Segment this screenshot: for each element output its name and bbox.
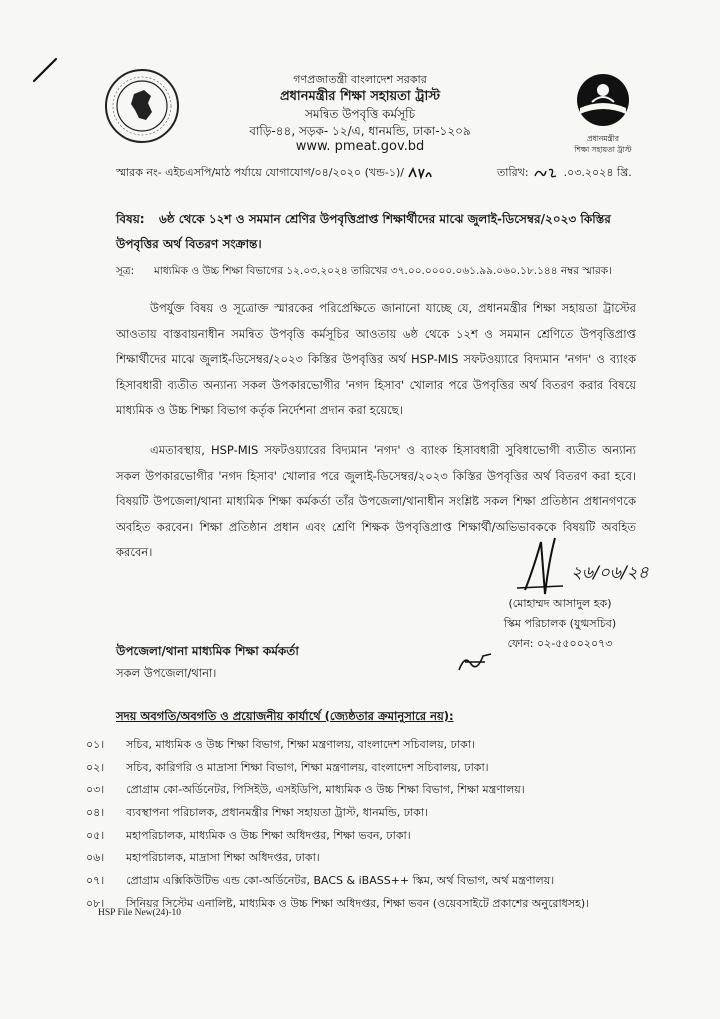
cc-item bbox=[86, 802, 646, 825]
handwritten-signature-date: ২৬/০৬/২৪ bbox=[571, 563, 649, 583]
reference-text: মাধ্যমিক ও উচ্চ শিক্ষা বিভাগের ১২.০৩.২০২৪ তারিখের ৩৭.০০.০০০০.০৬১.৯৯.০৬০.১৮.১৪৪ নম্বর স্মারক। bbox=[154, 265, 612, 277]
memo-number-text: স্মারক নং- এইচএসপি/মাঠ পর্যায়ে যোগাযোগ/০৪/২০২০ (খন্ড-১)/ bbox=[116, 166, 404, 179]
handwritten-initial-icon bbox=[455, 650, 495, 674]
cc-item-number: ০২। bbox=[86, 760, 105, 774]
subject-label: বিষয়: bbox=[116, 212, 145, 226]
trust-name: প্রধানমন্ত্রীর শিক্ষা সহায়তা ট্রাস্ট bbox=[279, 89, 441, 104]
memo-number bbox=[116, 164, 433, 183]
cc-item-text: মহাপরিচালক, মাদ্রাসা শিক্ষা অধিদপ্তর, ঢাকা। bbox=[126, 851, 320, 865]
cc-item-text: প্রোগ্রাম এক্সিকিউটিভ এন্ড কো-অর্ডিনেটর, BACS & iBASS++ স্কিম, অর্থ বিভাগ, অর্থ মন্ত্রণালয়। bbox=[126, 873, 555, 887]
cc-item bbox=[86, 847, 646, 870]
reference-label: সূত্র: bbox=[116, 265, 135, 277]
logo-caption-line1: প্রধানমন্ত্রীর bbox=[586, 134, 620, 143]
recipient-title: উপজেলা/থানা মাধ্যমিক শিক্ষা কর্মকর্তা bbox=[116, 644, 299, 658]
handwritten-signature-icon bbox=[515, 530, 705, 600]
cc-item-text: মহাপরিচালক, মাধ্যমিক ও উচ্চ শিক্ষা অধিদপ্তর, শিক্ষা ভবন, ঢাকা। bbox=[126, 828, 411, 842]
file-reference-footer: HSP File New(24)-10 bbox=[98, 908, 182, 918]
signatory-phone: ফোন: ০২-৫৫০০২০৭৩ bbox=[507, 637, 613, 650]
cc-item bbox=[86, 757, 646, 780]
handwritten-date-day bbox=[532, 167, 560, 179]
memo-date bbox=[497, 164, 632, 183]
body-paragraph-2: এমতাবস্থায়, HSP-MIS সফটওয়্যারের বিদ্যমান 'নগদ' ও ব্যাংক হিসাবধারী সুবিধাভোগী ব্যতীত অন্যান্য সকল উপকারভোগীর 'নগদ হিসাব' খোলার পরে জুলাই-ডিসেম্বর/২০২৩ কিস্তির উপবৃত্তির অর্থ বিতরণ করা হবে। বিষয়টি উপজেলা/থানা মাধ্যমিক শিক্ষা কর্মকর্তা তাঁর উপজেলা/থানাধীন সংশ্লিষ্ট সকল শিক্ষা প্রতিষ্ঠান প্রধানগণকে অবহিত করবেন। শিক্ষা প্রতিষ্ঠান প্রধান এবং শ্রেণি শিক্ষক উপবৃত্তিপ্রাপ্ত শিক্ষার্থী/অভিভাবককে বিষয়টি অবহিত করবেন। bbox=[116, 443, 636, 559]
cc-item bbox=[86, 734, 646, 757]
cc-item-number: ০৬। bbox=[86, 851, 105, 865]
cc-item-number: ০৮। bbox=[86, 896, 105, 910]
cc-item-number: ০৩। bbox=[86, 783, 105, 797]
cc-item-number: ০৪। bbox=[86, 805, 105, 819]
cc-item bbox=[86, 870, 646, 893]
cc-heading: সদয় অবগতি/অবগতি ও প্রয়োজনীয় কার্যার্থে (জ্যেষ্ঠতার ক্রমানুসারে নয়): bbox=[116, 709, 454, 723]
office-address: বাড়ি-৪৪, সড়ক- ১২/এ, ধানমন্ডি, ঢাকা-১২০৯ bbox=[249, 124, 471, 138]
cc-item bbox=[86, 825, 646, 848]
cc-item-text: সিনিয়র সিস্টেম এনালিষ্ট, মাধ্যমিক ও উচ্চ শিক্ষা অধিদপ্তর, শিক্ষা ভবন (ওয়েবসাইটে প্রকাশের অনুরোধসহ)। bbox=[126, 896, 590, 910]
cc-item-number: ০৭। bbox=[86, 873, 105, 887]
cc-item bbox=[86, 779, 646, 802]
date-label: তারিখ: bbox=[497, 166, 529, 179]
recipient-location: সকল উপজেলা/থানা। bbox=[116, 666, 217, 680]
website-url: www. pmeat.gov.bd bbox=[295, 139, 425, 154]
signature-block bbox=[470, 594, 650, 654]
signatory-name: (মোহাম্মদ আসাদুল হক) bbox=[508, 597, 612, 610]
logo-caption-line2: শিক্ষা সহায়তা ট্রাস্ট bbox=[574, 145, 632, 154]
cc-list bbox=[86, 734, 646, 916]
date-value: .০৩.২০২৪ খ্রি. bbox=[563, 166, 632, 179]
signatory-designation: স্কিম পরিচালক (যুগ্মসচিব) bbox=[503, 617, 617, 630]
government-name: গণপ্রজাতন্ত্রী বাংলাদেশ সরকার bbox=[293, 73, 427, 86]
cc-item-text: ব্যবস্থাপনা পরিচালক, প্রধানমন্ত্রীর শিক্ষা সহায়তা ট্রাস্ট, ধানমন্ডি, ঢাকা। bbox=[126, 805, 428, 819]
subject-line bbox=[116, 207, 636, 257]
program-name: সমন্বিত উপবৃত্তি কর্মসূচি bbox=[304, 107, 416, 121]
subject-text: ৬ষ্ঠ থেকে ১২শ ও সমমান শ্রেণির উপবৃত্তিপ্রাপ্ত শিক্ষার্থীদের মাঝে জুলাই-ডিসেম্বর/২০২৩ কিস্তির উপবৃত্তির অর্থ বিতরণ সংক্রান্ত। bbox=[116, 212, 611, 251]
cc-item-text: প্রোগ্রাম কো-অর্ডিনেটর, পিসিইউ, এসইডিপি, মাধ্যমিক ও উচ্চ শিক্ষা বিভাগ, শিক্ষা মন্ত্রণালয়। bbox=[126, 783, 525, 797]
cc-item-number: ০৫। bbox=[86, 828, 105, 842]
cc-item-text: সচিব, মাধ্যমিক ও উচ্চ শিক্ষা বিভাগ, শিক্ষা মন্ত্রণালয়, বাংলাদেশ সচিবালয়, ঢাকা। bbox=[126, 737, 475, 751]
cc-item-text: সচিব, কারিগরি ও মাদ্রাসা শিক্ষা বিভাগ, শিক্ষা মন্ত্রণালয়, বাংলাদেশ সচিবালয়, ঢাকা। bbox=[126, 760, 489, 774]
body-paragraph-1: উপর্যুক্ত বিষয় ও সূত্রোক্ত স্মারকের পরিপ্রেক্ষিতে জানানো যাচ্ছে যে, প্রধানমন্ত্রীর শিক্ষা সহায়তা ট্রাস্টের আওতায় বাস্তবায়নাধীন সমন্বিত উপবৃত্তি কর্মসূচির আওতায় ৬ষ্ঠ থেকে ১২শ ও সমমান শ্রেণিতে উপবৃত্তিপ্রাপ্ত শিক্ষার্থীদের মাঝে জুলাই-ডিসেম্বর/২০২৩ কিস্তির উপবৃত্তির অর্থ HSP-MIS সফটওয়্যারে বিদ্যমান 'নগদ' ও ব্যাংক হিসাবধারী ব্যতীত অন্যান্য সকল উপকারভোগীর 'নগদ হিসাব' খোলার পরে উপবৃত্তির অর্থ বিতরণ করার বিষয়ে মাধ্যমিক ও উচ্চ শিক্ষা বিভাগ কর্তৃক নির্দেশনা প্রদান করা হয়েছে। bbox=[116, 301, 636, 417]
handwritten-memo-number bbox=[407, 167, 433, 179]
reference-line bbox=[116, 264, 656, 281]
cc-item-number: ০১। bbox=[86, 737, 105, 751]
